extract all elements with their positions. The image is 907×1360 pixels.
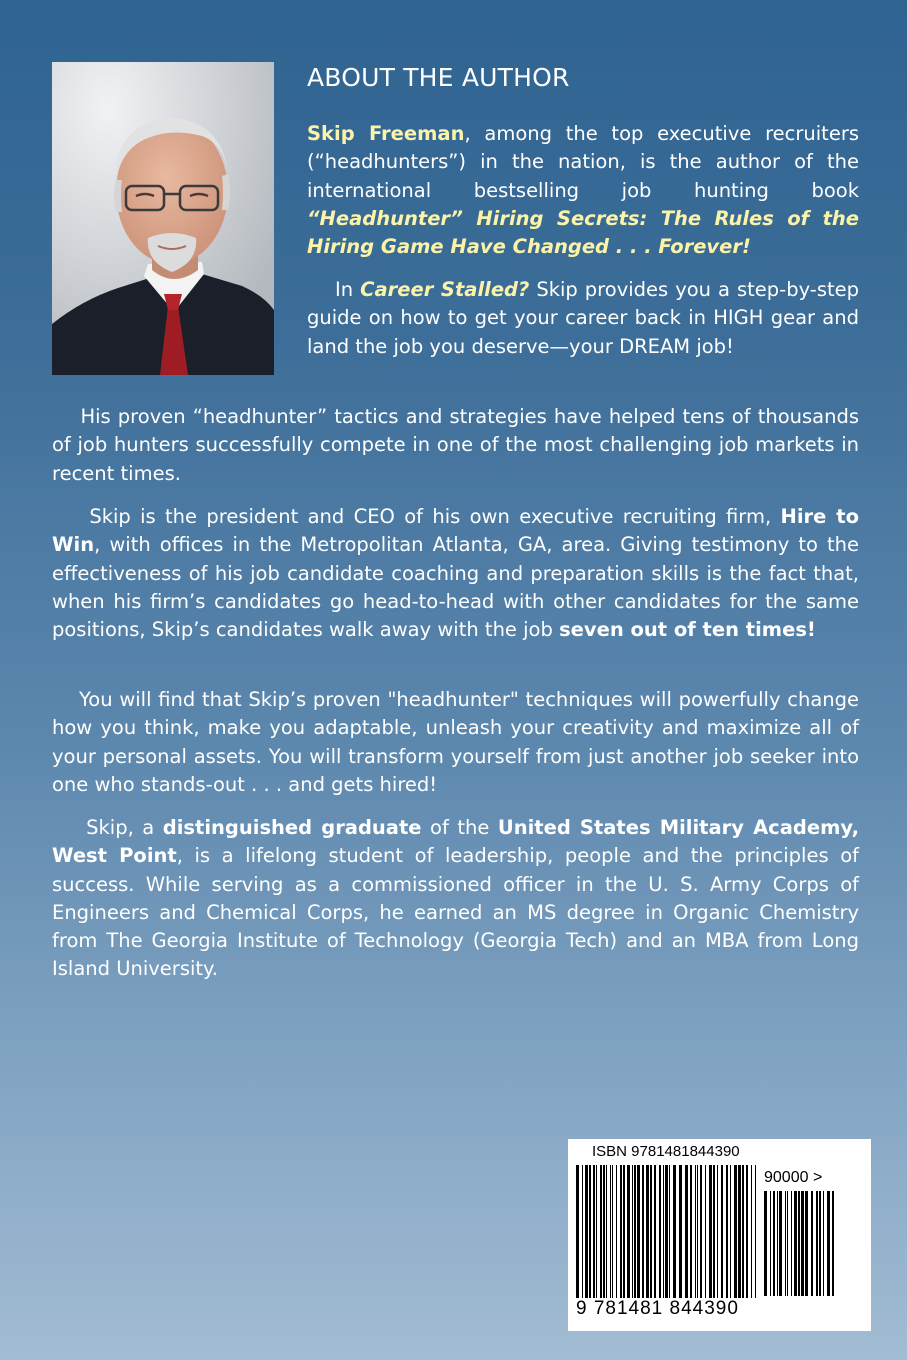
bestseller-title: “Headhunter” Hiring Secrets: The Rules of the Hiring Game Have Changed . . . Forever!	[307, 206, 859, 259]
intro-paragraph	[307, 120, 859, 261]
barcode-bars	[576, 1165, 756, 1298]
career-stalled-text: Skip provides you a step-by-step guide on how to get your career back in HIGH gear and land the job you deserve—your DREAM job!	[307, 278, 859, 358]
isbn-digits: 9 781481 844390	[576, 1298, 739, 1319]
tactics-paragraph	[52, 403, 859, 488]
career-stalled-paragraph	[307, 276, 859, 361]
techniques-paragraph	[52, 686, 859, 799]
education-lead: Skip, a	[86, 816, 163, 839]
firm-text-lead: Skip is the president and CEO of his own executive recruiting firm,	[89, 505, 781, 528]
education-text: , is a lifelong student of leadership, people and the principles of success. While serving as a commissioned officer in the U. S. Army Corps of Engineers and Chemical Corps, he earned an MS degree in Organic Chemistry from The Georgia Institute of Technology (Georgia Tech) and an MBA from Long Island University.	[52, 844, 859, 981]
addon-barcode-bars	[764, 1191, 836, 1296]
west-point: United States Military Academy, West Point	[52, 816, 860, 868]
career-stalled-lead: In	[335, 278, 361, 301]
techniques-text: You will find that Skip’s proven "headhunter" techniques will powerfully change how you think, make you adaptable, unleash your creativity and maximize all of your personal assets. You will transform yourself from just another job seeker into one who stands-out . . . and gets hired!	[52, 688, 860, 796]
price-code: 90000 >	[764, 1169, 823, 1186]
about-the-author-heading: ABOUT THE AUTHOR	[307, 63, 570, 92]
education-paragraph	[52, 814, 859, 984]
author-name: Skip Freeman	[307, 122, 465, 145]
firm-text: , with offices in the Metropolitan Atlanta, GA, area. Giving testimony to the effectiveness of his job candidate coaching and preparation skills is the fact that, when his firm’s candidates go head-to-head with other candidates for the same positions, Skip’s candidates walk away with the job	[52, 533, 859, 642]
success-rate: seven out of ten times!	[559, 618, 816, 642]
tactics-text: His proven “headhunter” tactics and strategies have helped tens of thousands of job hunters successfully compete in one of the most challenging job markets in recent times.	[52, 405, 859, 485]
book-title: Career Stalled?	[360, 278, 530, 301]
distinguished-graduate: distinguished graduate	[162, 816, 422, 839]
isbn-barcode	[568, 1139, 871, 1331]
education-mid: of the	[421, 816, 498, 839]
firm-paragraph	[52, 503, 859, 644]
intro-text: , among the top executive recruiters (“headhunters”) in the nation, is the author of the international bestselling job hunting book	[307, 122, 859, 202]
firm-name: Hire to Win	[52, 505, 859, 557]
isbn-label: ISBN 9781481844390	[592, 1143, 740, 1160]
author-photo	[52, 62, 274, 375]
